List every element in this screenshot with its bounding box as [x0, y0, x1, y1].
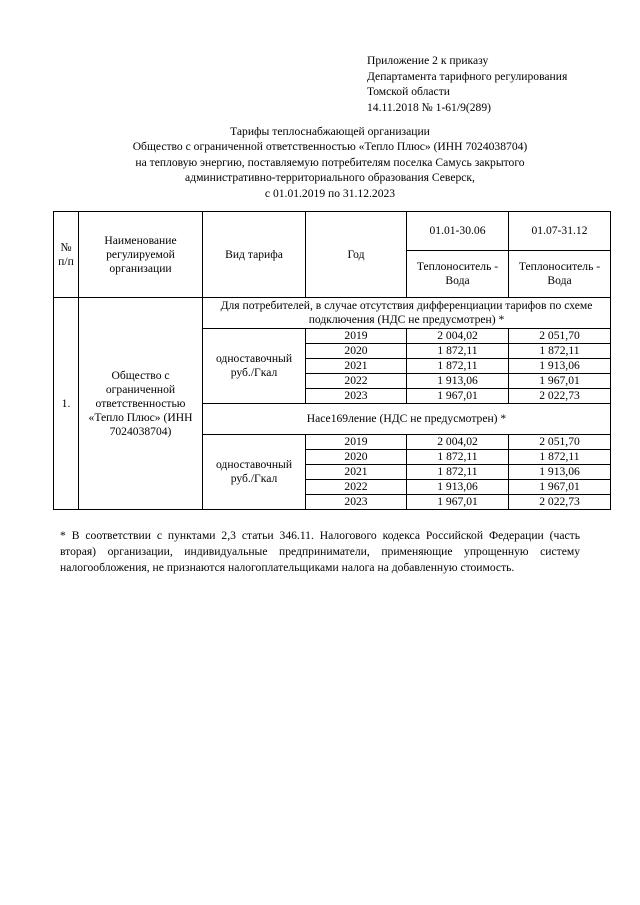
header-org: Наименование регулируемой организации — [79, 212, 203, 298]
title-line: с 01.01.2019 по 31.12.2023 — [264, 186, 396, 200]
year-cell: 2023 — [306, 495, 407, 510]
tariff-h1-cell: 1 913,06 — [407, 480, 509, 495]
tariff-h2-cell: 2 022,73 — [509, 389, 611, 404]
tariff-h1-cell: 1 872,11 — [407, 450, 509, 465]
document-title — [60, 124, 600, 201]
header-kind: Вид тарифа — [203, 212, 306, 298]
year-cell: 2019 — [306, 329, 407, 344]
appendix-reference — [367, 53, 567, 115]
year-cell: 2021 — [306, 359, 407, 374]
header-carrier-1: Теплоноситель - Вода — [407, 251, 509, 298]
section-heading-row — [54, 298, 611, 329]
year-cell: 2023 — [306, 389, 407, 404]
year-cell: 2021 — [306, 465, 407, 480]
title-line: Тарифы теплоснабжающей организации — [230, 125, 430, 138]
header-year: Год — [306, 212, 407, 298]
tariff-h2-cell: 1 872,11 — [509, 344, 611, 359]
year-cell: 2022 — [306, 374, 407, 389]
title-line: Общество с ограниченной ответственностью «Тепло Плюс» (ИНН 7024038704) — [132, 140, 528, 154]
row-number: 1. — [54, 298, 79, 510]
tariff-h1-cell: 2 004,02 — [407, 329, 509, 344]
tariff-h1-cell: 2 004,02 — [407, 435, 509, 450]
organization-name: Общество с ограниченной ответственностью «Тепло Плюс» (ИНН 7024038704) — [79, 298, 203, 510]
tariff-h1-cell: 1 967,01 — [407, 389, 509, 404]
footnote: * В соответствии с пунктами 2,3 статьи 346.11. Налогового кодекса Российской Федерации (часть вторая) организации, индивидуальные предприниматели, применяющие упрощенную систему налогообложения, не признаются налогоплательщиками налога на добавленную стоимость. — [60, 529, 580, 574]
tariff-h1-cell: 1 913,06 — [407, 374, 509, 389]
appendix-line: 14.11.2018 № 1-61/9(289) — [367, 100, 491, 114]
tariff-h2-cell: 1 967,01 — [509, 480, 611, 495]
tariff-h2-cell: 2 051,70 — [509, 329, 611, 344]
tariff-h2-cell: 1 913,06 — [509, 465, 611, 480]
tariff-h1-cell: 1 872,11 — [407, 465, 509, 480]
year-cell: 2020 — [306, 450, 407, 465]
year-cell: 2022 — [306, 480, 407, 495]
header-period-2: 01.07-31.12 — [509, 212, 611, 251]
tariff-h1-cell: 1 872,11 — [407, 359, 509, 374]
section-heading: Насе169ление (НДС не предусмотрен) * — [203, 404, 611, 435]
header-row — [54, 212, 611, 251]
appendix-line: Департамента тарифного регулирования — [367, 69, 568, 83]
year-cell: 2019 — [306, 435, 407, 450]
tariff-h2-cell: 1 872,11 — [509, 450, 611, 465]
tariff-h2-cell: 1 913,06 — [509, 359, 611, 374]
tariff-type: одноставочный руб./Гкал — [203, 329, 306, 404]
tariff-h2-cell: 2 051,70 — [509, 435, 611, 450]
tariff-h1-cell: 1 872,11 — [407, 344, 509, 359]
year-cell: 2020 — [306, 344, 407, 359]
tariff-type: одноставочный руб./Гкал — [203, 435, 306, 510]
title-line: на тепловую энергию, поставляемую потребителям поселка Самусь закрытого — [135, 155, 525, 169]
title-line: административно-территориального образования Северск, — [185, 171, 475, 185]
appendix-line: Томской области — [367, 85, 450, 98]
section-heading: Для потребителей, в случае отсутствия дифференциации тарифов по схеме подключения (НДС не предусмотрен) * — [203, 298, 611, 329]
appendix-line: Приложение 2 к приказу — [367, 54, 489, 67]
tariff-table — [53, 211, 611, 510]
tariff-h2-cell: 1 967,01 — [509, 374, 611, 389]
header-num: № п/п — [54, 212, 79, 298]
tariff-h2-cell: 2 022,73 — [509, 495, 611, 510]
header-period-1: 01.01-30.06 — [407, 212, 509, 251]
header-carrier-2: Теплоноситель - Вода — [509, 251, 611, 298]
tariff-h1-cell: 1 967,01 — [407, 495, 509, 510]
